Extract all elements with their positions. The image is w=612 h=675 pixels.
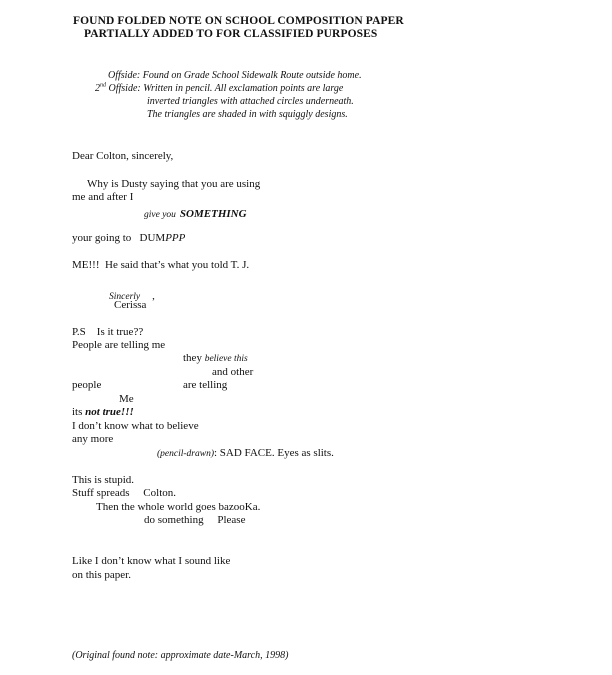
document-title-line-2: PARTIALLY ADDED TO FOR CLASSIFIED PURPOSES (84, 28, 378, 40)
offside-note-1: Offside: Found on Grade School Sidewalk Route outside home. (108, 70, 362, 81)
signer-name: Cerissa (114, 299, 147, 311)
dont-know-line: I don’t know what to believe (72, 420, 199, 432)
sound-like-line-1: Like I don’t know what I sound like (72, 555, 231, 567)
me-word: Me (119, 393, 134, 405)
letter-line-me (72, 259, 249, 271)
stuff-spreads-text: Stuff spreads (72, 487, 130, 499)
believe-this-text: believe this (204, 354, 248, 364)
letter-line-give-you (144, 204, 247, 222)
offside-note-2-number: 2 (95, 83, 100, 94)
do-something-text: do something (144, 514, 204, 526)
me-exclaim-text: ME!!! (72, 259, 100, 271)
they-text: they (183, 352, 205, 364)
please-text: Please (217, 514, 246, 526)
letter-line-me-and-after: me and after I (72, 191, 134, 203)
not-true-line (72, 406, 134, 418)
sad-face-line (157, 447, 334, 459)
give-you-text: give you (144, 210, 176, 220)
ppp-text: PPP (165, 232, 186, 244)
dum-text: DUM (139, 232, 166, 244)
do-something-line (144, 514, 245, 526)
its-text: its (72, 406, 86, 418)
offside-note-4: The triangles are shaded in with squiggly designs. (147, 109, 348, 120)
greeting: Dear Colton, sincerely, (72, 150, 174, 162)
stuff-spreads-line (72, 487, 176, 499)
offside-note-2-text: Offside: Written in pencil. All exclamation points are large (106, 83, 344, 94)
colton-text: Colton. (143, 487, 176, 499)
ps-line (72, 326, 143, 338)
offside-note-3: inverted triangles with attached circles underneath. (147, 96, 354, 107)
document-title-line-1: FOUND FOLDED NOTE ON SCHOOL COMPOSITION PAPER (73, 15, 404, 27)
going-to-text: your going to (72, 232, 132, 244)
offside-note-2-ordinal: nd (100, 82, 106, 89)
and-other-line: and other (212, 366, 254, 378)
sad-face-text: : SAD FACE. Eyes as slits. (214, 447, 334, 459)
they-believe-line (183, 352, 248, 364)
offside-note-2 (95, 83, 343, 94)
any-more-line: any more (72, 433, 114, 445)
stupid-line: This is stupid. (72, 474, 135, 486)
something-text: SOMETHING (179, 208, 247, 220)
told-tj-text: He said that’s what you told T. J. (105, 259, 250, 271)
pencil-drawn-text: (pencil-drawn) (157, 449, 214, 459)
sign-off-comma: , (152, 290, 155, 302)
people-word: people (72, 379, 102, 391)
letter-line-dusty: Why is Dusty saying that you are using (87, 178, 261, 190)
sound-like-line-2: on this paper. (72, 569, 131, 581)
bazooka-line: Then the whole world goes bazooKa. (96, 501, 261, 513)
not-true-text: not true!!! (85, 406, 134, 418)
people-telling-line: People are telling me (72, 339, 166, 351)
is-it-true-text: Is it true?? (96, 326, 144, 338)
ps-label: P.S (72, 326, 86, 338)
sincerly-text: Sincerly (109, 292, 141, 302)
footer-note: (Original found note: approximate date-March, 1998) (72, 650, 289, 661)
are-telling-word: are telling (183, 379, 228, 391)
letter-line-dump (72, 232, 185, 244)
